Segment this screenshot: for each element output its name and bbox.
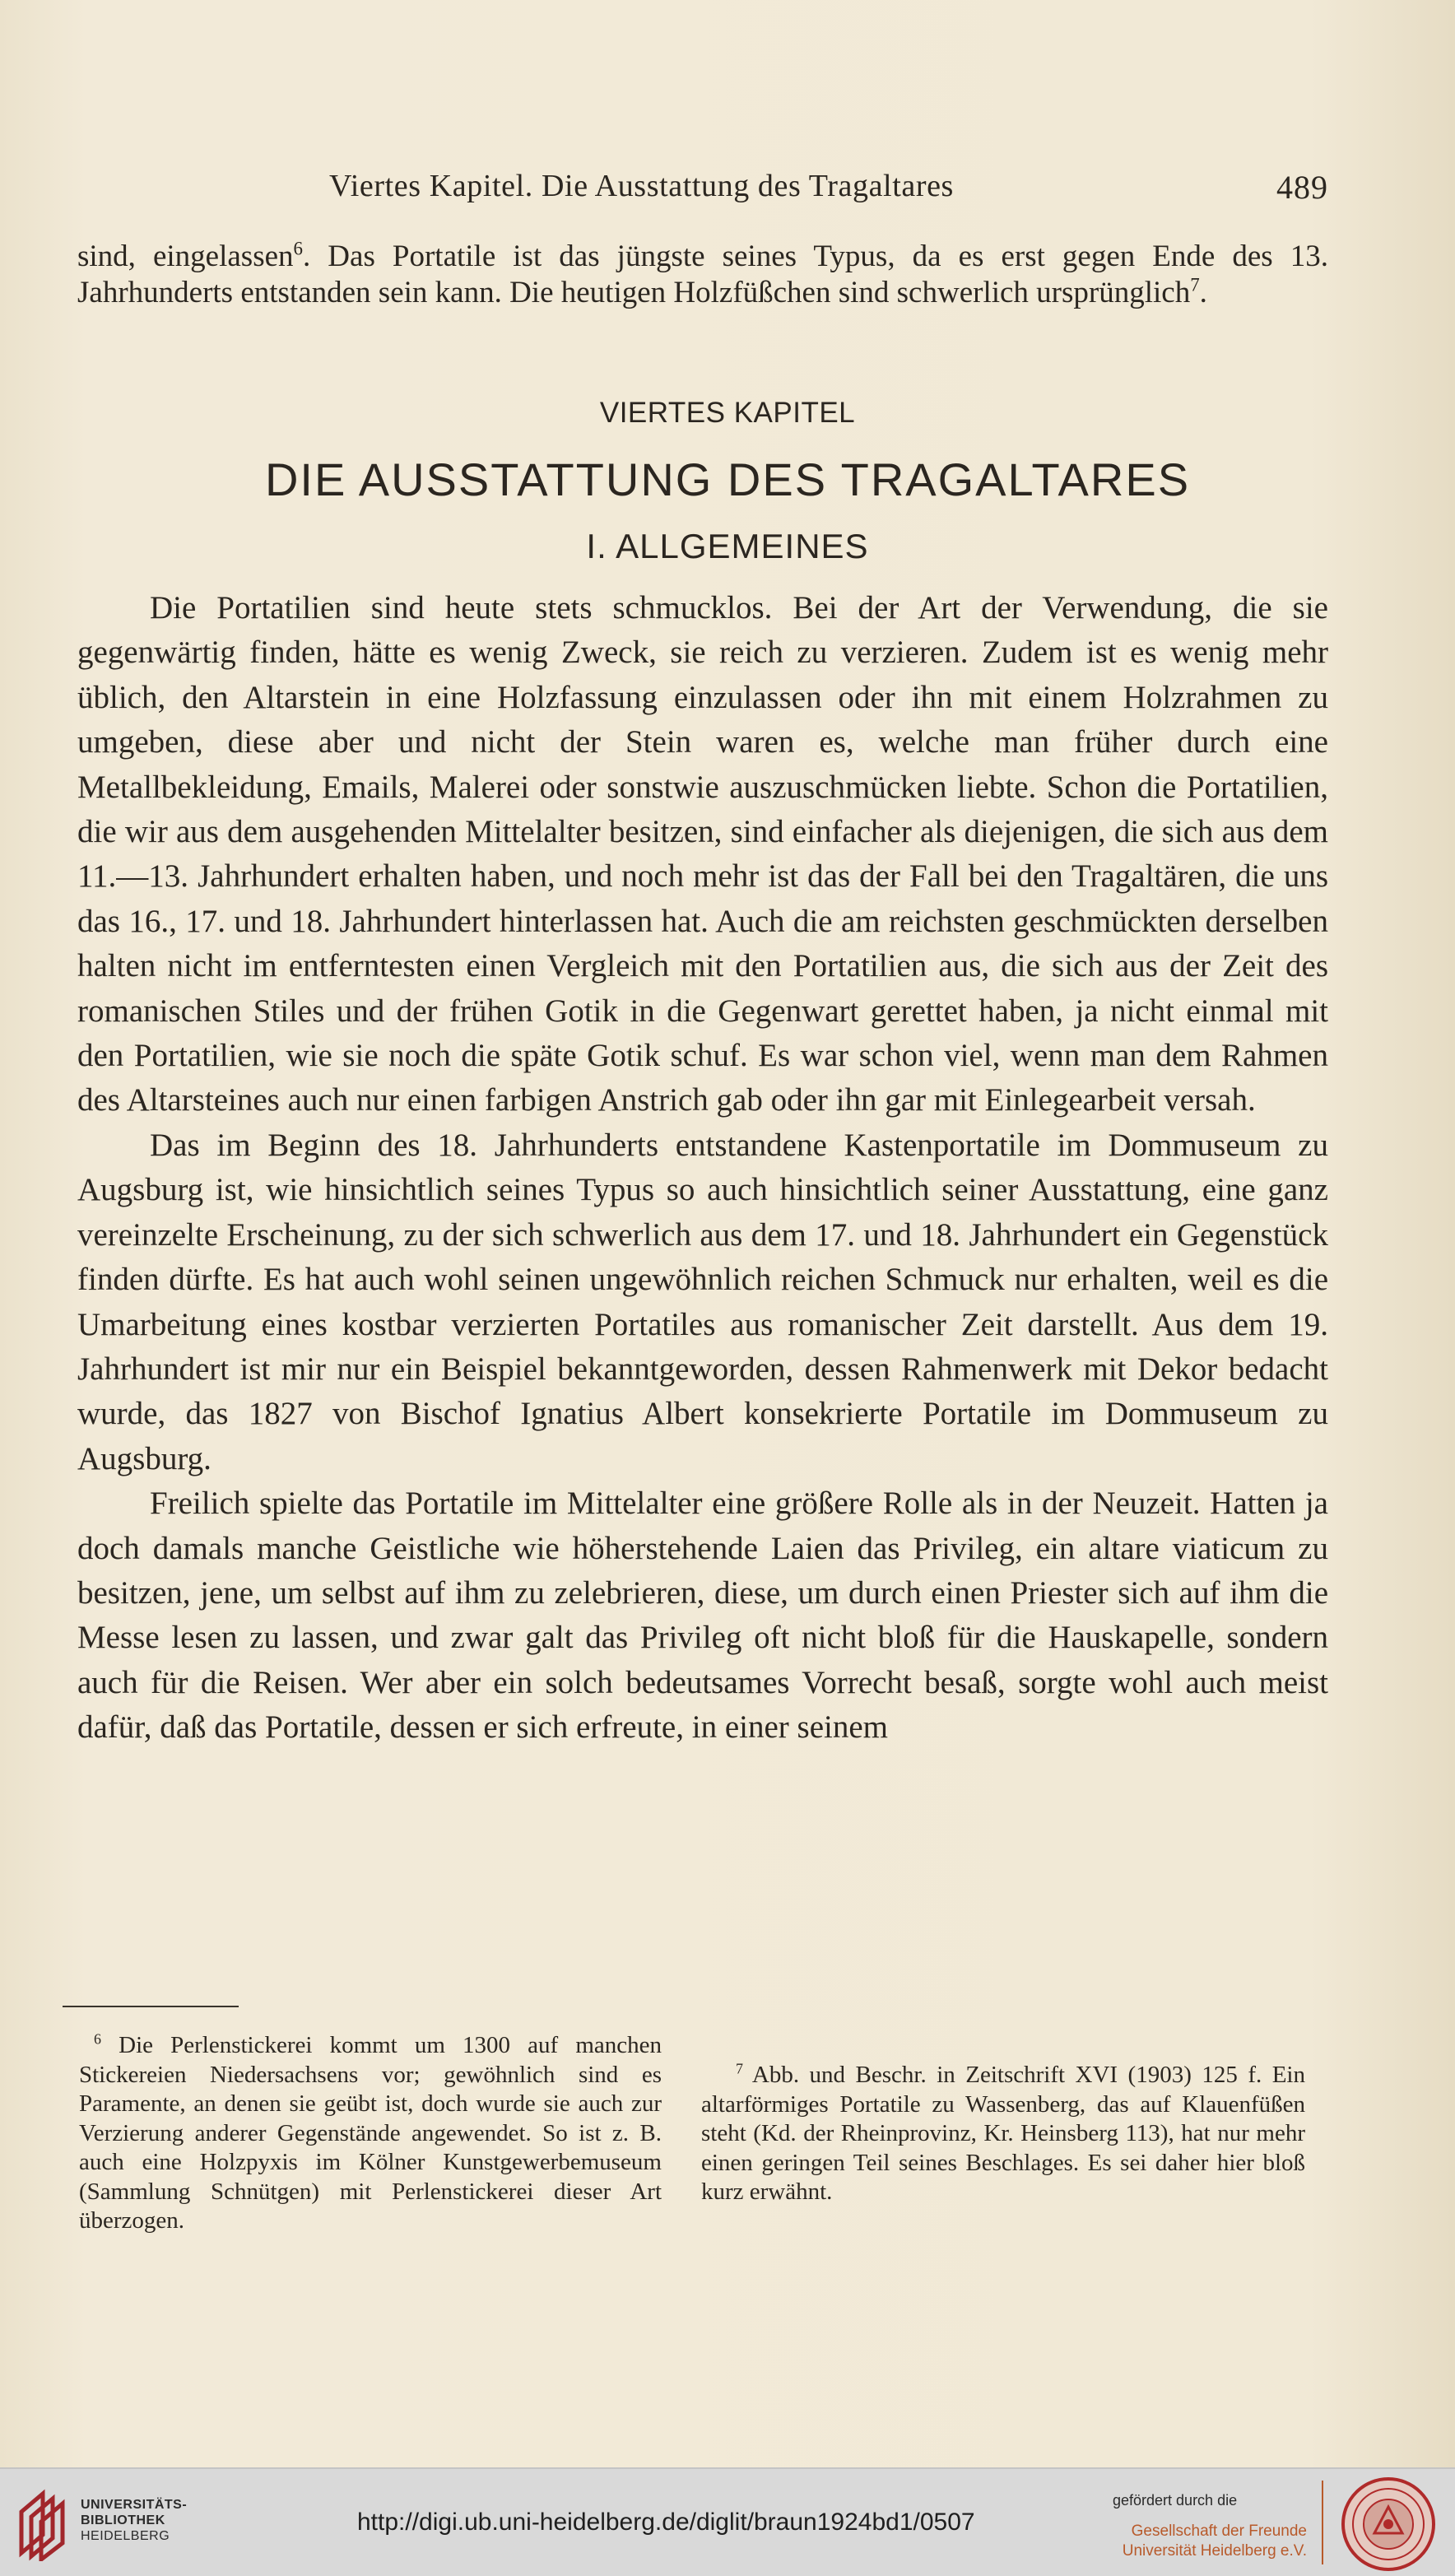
intro-text-2: . Das Portatile ist das jüngste seines Typus, da es erst gegen Ende des 13. Jahrhunderts entstanden sein kann. Die heutigen Holzfüßchen sind schwerlich ursprünglich [77,239,1328,309]
body-paragraph-2: Das im Beginn des 18. Jahrhunderts entstandene Kastenportatile im Dommuseum zu Augsburg ist, wie hinsichtlich seines Typus so auch hinsichtlich seiner Ausstattung, eine ganz vereinzelte Erscheinung, zu der sich schwerlich aus dem 17. und 18. Jahrhundert ein Gegenstück finden dürfte. Es hat auch wohl seinen ungewöhnlich reichen Schmuck nur erhalten, weil es die Umarbeitung eines kostbar verzierten Portatiles aus romanischer Zeit darstellt. Aus dem 19. Jahrhundert ist mir nur ein Beispiel bekanntgeworden, dessen Rahmenwerk mit Dekor bedacht wurde, das 1827 von Bischof Ignatius Albert konsekrierte Portatile im Dommuseum zu Augsburg. [77,1127,1328,1476]
body-paragraph-3: Freilich spielte das Portatile im Mittelalter eine größere Rolle als in der Neuzeit. Hatten ja doch damals manche Geistliche wie höherstehende Laien das Privileg, ein altare viaticum zu besitzen, jene, um selbst auf ihm zu zelebrieren, diese, um durch einen Priester sich auf ihm die Messe lesen zu lassen, und zwar galt das Privileg oft nicht bloß für die Hauskapelle, sondern auch für die Reisen. Wer aber ein solch bedeutsames Vorrecht besaß, sorgte wohl auch meist dafür, daß das Portatile, dessen er sich erfreute, in einer seinem [77,1486,1328,1746]
chapter-label: VIERTES KAPITEL [599,397,856,429]
intro-text-1: sind, eingelassen [77,239,294,273]
running-head [0,168,1455,217]
ub-heidelberg-logo-icon[interactable] [15,2487,72,2561]
footnote-6 [79,2031,662,2236]
chapter-title: DIE AUSSTATTUNG DES TRAGALTARES [264,453,1191,505]
body-text [77,586,1328,1751]
footnote-7 [701,2061,1305,2207]
society-name[interactable] [1113,2522,1307,2561]
university-seal-icon[interactable] [1340,2476,1437,2573]
footnote-divider [63,2006,239,2007]
running-title: Viertes Kapitel. Die Ausstattung des Tragaltares [329,169,954,203]
permalink-url[interactable]: http://digi.ub.uni-heidelberg.de/diglit/braun1924bd1/0507 [357,2509,975,2536]
footnote-6-mark: 6 [94,2030,101,2048]
page-number: 489 [1276,169,1328,206]
footnote-ref-7[interactable]: 7 [1190,274,1200,295]
intro-paragraph [77,239,1328,311]
footnote-7-mark: 7 [736,2060,743,2077]
footnote-ref-6[interactable]: 6 [293,238,303,259]
footnote-6-text: Die Perlenstickerei kommt um 1300 auf manchen Stickereien Niedersachsens vor; gewöhnlich sind es Paramente, an denen sie geübt ist, doch wurde sie auch zur Verzierung anderer Gegenstände angewendet. So ist z. B. auch eine Holzpyxis im Kölner Kunstgewerbemuseum (Sammlung Schnütgen) mit Perlenstickerei dieser Art überzogen. [79,2032,662,2234]
footer-divider [1322,2481,1323,2564]
footnote-7-text: Abb. und Beschr. in Zeitschrift XVI (1903) 125 f. Ein altarförmiges Portatile zu Wassenberg, das auf Klauenfüßen steht (Kd. der Rheinprovinz, Kr. Heinsberg 113), hat nur mehr einen geringen Teil seines Beschlages. Es sei daher hier bloß kurz erwähnt. [701,2062,1305,2205]
viewer-footer [0,2467,1455,2576]
library-name-line-3: HEIDELBERG [81,2529,170,2543]
intro-text-end: . [1199,276,1207,309]
library-name [81,2497,187,2544]
funding-label: gefördert durch die [1113,2492,1238,2509]
library-name-line-2: BIBLIOTHEK [81,2513,165,2527]
library-name-line-1: UNIVERSITÄTS- [81,2498,188,2512]
society-name-line-2: Universität Heidelberg e.V. [1122,2542,1307,2560]
body-paragraph-1: Die Portatilien sind heute stets schmucklos. Bei der Art der Verwendung, die sie gegenwärtig finden, hätte es wenig Zweck, sie reich zu verzieren. Zudem ist es wenig mehr üblich, den Altarstein in eine Holzfassung einzulassen oder ihn mit einem Holzrahmen zu umgeben, diese aber und nicht der Stein waren es, welche man früher durch eine Metallbekleidung, Emails, Malerei oder sonstwie auszuschmücken liebte. Schon die Portatilien, die wir aus dem ausgehenden Mittelalter besitzen, sind einfacher als diejenigen, die sich aus dem 11.—13. Jahrhundert erhalten haben, und noch mehr ist das der Fall bei den Tragaltären, die uns das 16., 17. und 18. Jahrhundert hinterlassen hat. Auch die am reichsten geschmückten derselben halten nicht im entferntesten einen Vergleich mit den Portatilien aus, die sich aus der Zeit des romanischen Stiles und der frühen Gotik in die Gegenwart gerettet haben, ja nicht einmal mit den Portatilien, wie sie noch die späte Gotik schuf. Es war schon viel, wenn man dem Rahmen des Altarsteines auch nur einen farbigen Anstrich gab oder ihn gar mit Einlegearbeit versah. [77,590,1328,1118]
section-title: I. ALLGEMEINES [586,527,869,565]
society-name-line-1: Gesellschaft der Freunde [1131,2523,1307,2540]
